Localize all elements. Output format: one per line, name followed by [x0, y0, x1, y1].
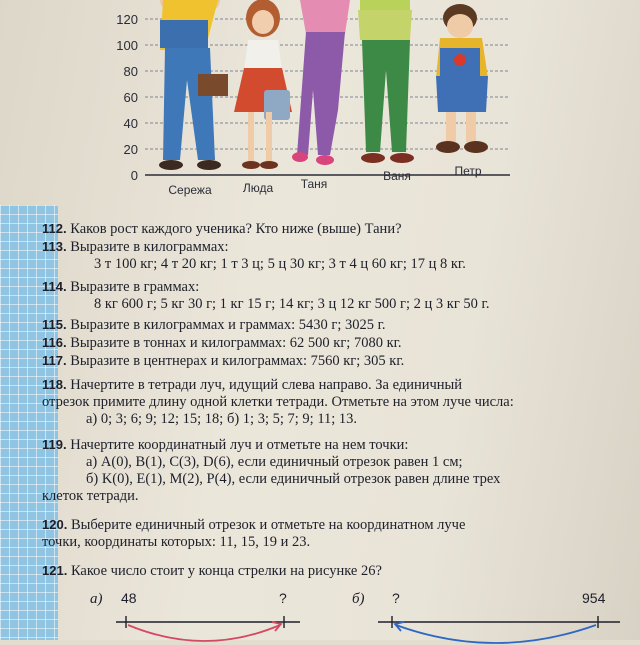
figure-luda [234, 0, 292, 169]
figure-serezha [159, 0, 228, 170]
height-chart [0, 0, 640, 205]
chart-y-tick: 20 [123, 142, 138, 157]
exercise-line: точки, координаты которых: 11, 15, 19 и 23. [42, 534, 311, 550]
exercise-line: Каков рост каждого ученика? Кто ниже (выше) Тани? [70, 221, 402, 237]
exercise-116 [42, 334, 622, 352]
figure-petr [436, 4, 488, 153]
fig-26-rays [0, 605, 640, 645]
fig-a-arc [128, 625, 280, 641]
exercise-119 [42, 436, 622, 505]
exercise-line: б) K(0), E(1), M(2), P(4), если единичный отрезок равен длине трех [86, 471, 501, 487]
fig-a-left-value: 48 [121, 590, 137, 606]
exercise-number: 117. [42, 353, 67, 368]
fig-a-label: а) [90, 591, 103, 607]
fig-b-label: б) [352, 591, 365, 607]
exercise-line: Начертите в тетради луч, идущий слева направо. За единичный [70, 377, 463, 393]
figure-vanya [358, 0, 414, 163]
exercise-number: 114. [42, 279, 67, 294]
fig-a-right-value: ? [279, 590, 287, 606]
fig-b-left-value: ? [392, 590, 400, 606]
exercise-121 [42, 562, 622, 580]
exercise-number: 113. [42, 239, 67, 254]
exercise-line: Выразите в тоннах и килограммах: 62 500 кг; 7080 кг. [70, 335, 402, 351]
exercise-118 [42, 376, 622, 428]
figures [159, 0, 488, 170]
chart-y-tick: 100 [116, 38, 138, 53]
exercise-114 [42, 278, 622, 313]
chart-name-label: Люда [242, 181, 274, 195]
exercise-112 [42, 220, 622, 238]
exercise-113 [42, 238, 622, 273]
exercise-line: Выразите в килограммах и граммах: 5430 г; 3025 г. [70, 317, 386, 333]
chart-y-tick: 80 [123, 64, 138, 79]
exercise-line: Какое число стоит у конца стрелки на рисунке 26? [70, 563, 382, 579]
exercise-115 [42, 316, 622, 334]
exercise-120 [42, 516, 622, 551]
exercise-line: Выразите в граммах: [70, 279, 200, 295]
chart-name-label: Петр [454, 164, 482, 178]
exercise-number: 118. [42, 377, 67, 392]
exercise-line: 3 т 100 кг; 4 т 20 кг; 1 т 3 ц; 5 ц 30 кг; 3 т 4 ц 60 кг; 17 ц 8 кг. [94, 256, 466, 272]
chart-name-label: Ваня [383, 169, 411, 183]
exercise-line: а) 0; 3; 6; 9; 12; 15; 18; б) 1; 3; 5; 7; 9; 11; 13. [86, 411, 358, 427]
exercise-line: а) A(0), B(1), C(3), D(6), если единичный отрезок равен 1 см; [86, 454, 463, 470]
fig-b-arc [396, 625, 596, 643]
exercise-number: 112. [42, 221, 67, 236]
exercise-number: 116. [42, 335, 67, 350]
exercise-number: 115. [42, 317, 67, 332]
fig-b-right-value: 954 [582, 590, 606, 606]
exercise-line: Выразите в центнерах и килограммах: 7560 кг; 305 кг. [70, 353, 405, 369]
chart-y-ticks [116, 12, 138, 183]
exercise-117 [42, 352, 622, 370]
chart-name-label: Сережа [168, 183, 212, 197]
figure-tanya [292, 0, 350, 165]
chart-name-label: Таня [300, 177, 328, 191]
exercise-line: Начертите координатный луч и отметьте на нем точки: [70, 437, 409, 453]
exercise-line: Выберите единичный отрезок и отметьте на координатном луче [70, 517, 466, 533]
chart-y-tick: 120 [116, 12, 138, 27]
exercise-number: 119. [42, 437, 67, 452]
exercise-line: Выразите в килограммах: [70, 239, 229, 255]
exercise-number: 121. [42, 563, 68, 578]
chart-y-tick: 40 [123, 116, 138, 131]
chart-y-tick: 60 [123, 90, 138, 105]
exercise-line: 8 кг 600 г; 5 кг 30 г; 1 кг 15 г; 14 кг; 3 ц 12 кг 500 г; 2 ц 3 кг 50 г. [94, 296, 490, 312]
chart-y-tick: 0 [130, 168, 138, 183]
exercise-number: 120. [42, 517, 68, 532]
exercise-line: клеток тетради. [42, 488, 139, 504]
exercise-line: отрезок примите длину одной клетки тетради. Отметьте на этом луче числа: [42, 394, 514, 410]
